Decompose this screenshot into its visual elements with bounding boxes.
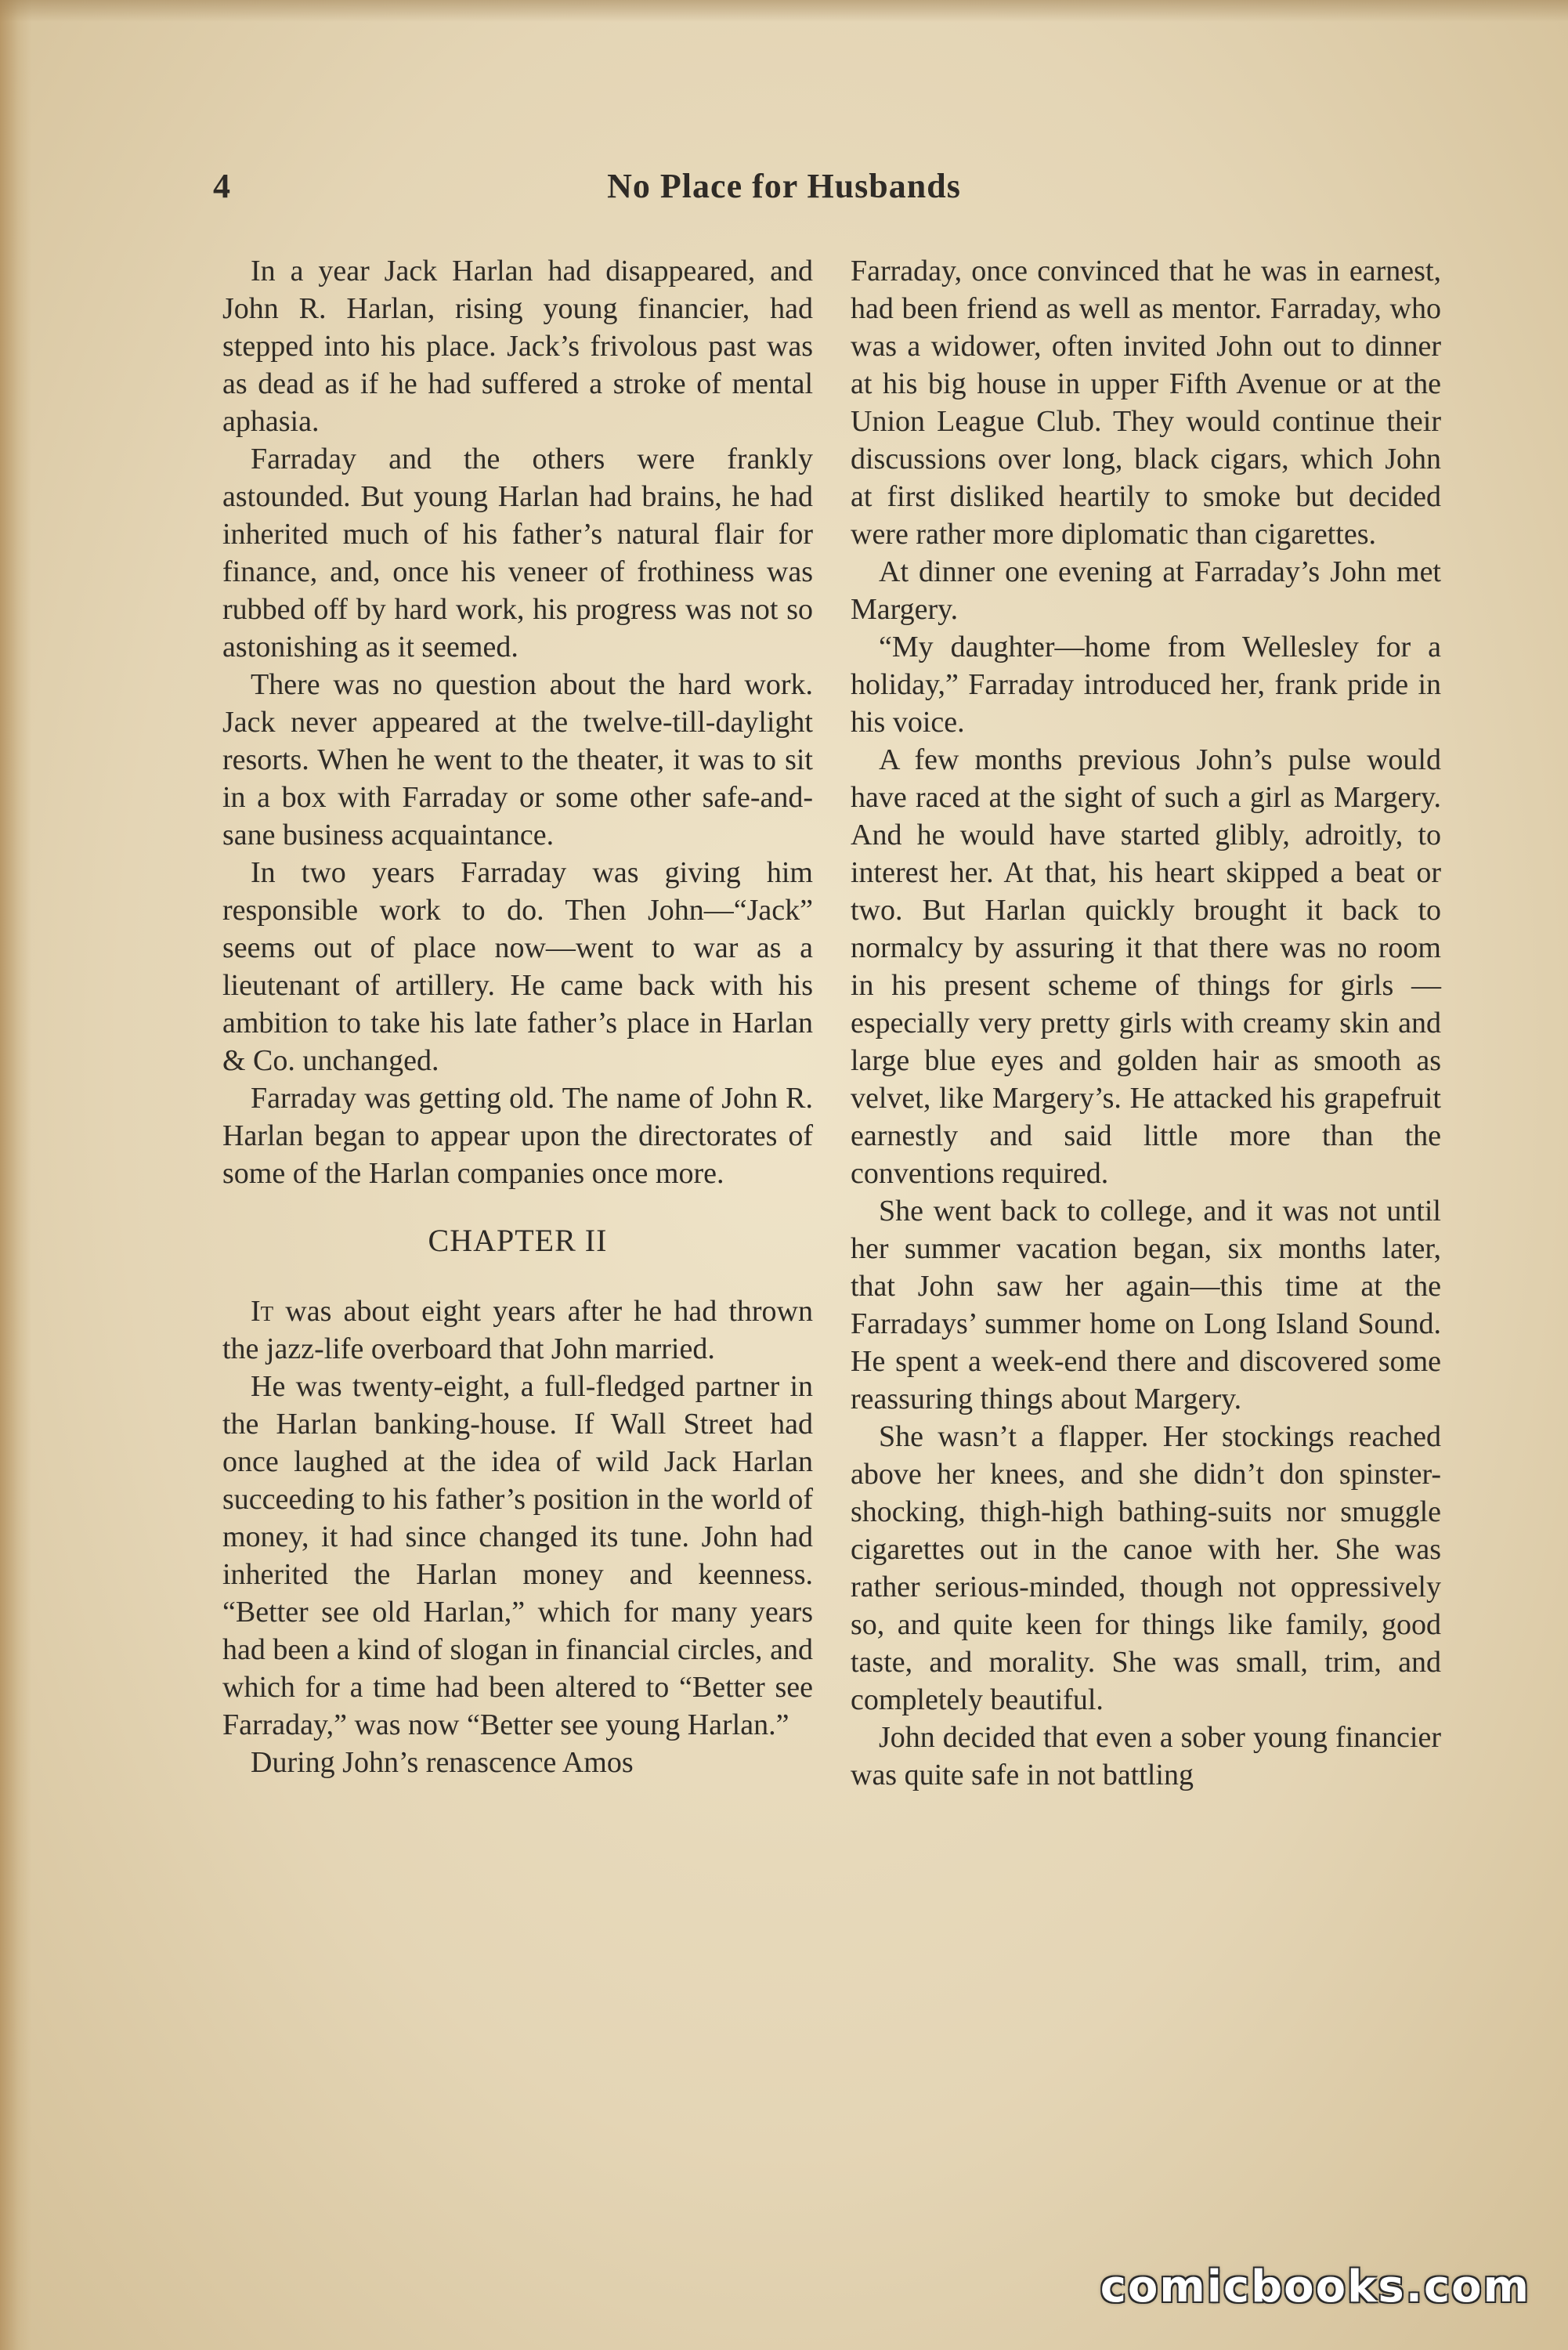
paragraph: John decided that even a sober young financier was quite safe in not battling <box>851 1721 1441 1791</box>
drop-lead-word: It <box>251 1295 274 1328</box>
page-edge-shadow <box>0 0 31 2350</box>
paragraph: Farraday was getting old. The name of John R. Harlan began to appear upon the directorates of some of the Harlan companies once more. <box>222 1082 813 1190</box>
paragraph-text: was about eight years after he had thrown the jazz-life overboard that John married. <box>222 1295 813 1365</box>
page-number: 4 <box>213 167 231 205</box>
running-head-title: No Place for Husbands <box>607 167 961 205</box>
paragraph: Farraday and the others were frankly astounded. But young Harlan had brains, he had inherited much of his father’s natural flair for finance, and, once his veneer of frothiness was rubbed off by hard work, his progress was not so astonishing as it seemed. <box>222 443 813 663</box>
page-top-shadow <box>0 0 1568 22</box>
paragraph: Farraday, once convinced that he was in earnest, had been friend as well as mentor. Farraday, who was a widower, often invited John out to dinner at his big house in upper Fifth Avenue or at the Union League Club. They would continue their discussions over long, black cigars, which John at first disliked heartily to smoke but decided were rather more diplomatic than cigarettes. <box>851 255 1441 551</box>
right-text-column <box>851 252 1441 1794</box>
paragraph: She wasn’t a flapper. Her stockings reached above her knees, and she didn’t don spinster-shocking, thigh-high bathing-suits nor smuggle cigarettes out in the canoe with her. She was rather serious-minded, though not oppressively so, and quite keen for things like family, good taste, and morality. She was small, trim, and completely beautiful. <box>851 1420 1441 1716</box>
paragraph <box>222 1292 813 1368</box>
paragraph: “My daughter—home from Wellesley for a holiday,” Farraday introduced her, frank pride in his voice. <box>851 631 1441 739</box>
paragraph: She went back to college, and it was not until her summer vacation began, six months later, that John saw her again—this time at the Farradays’ summer home on Long Island Sound. He spent a week-end there and discovered some reassuring things about Margery. <box>851 1195 1441 1415</box>
paragraph: He was twenty-eight, a full-fledged partner in the Harlan banking-house. If Wall Street had once laughed at the idea of wild Jack Harlan succeeding to his father’s position in the world of money, it had since changed its tune. John had inherited the Harlan money and keenness. “Better see old Harlan,” which for many years had been a kind of slogan in financial circles, and which for a time had been altered to “Better see Farraday,” was now “Better see young Harlan.” <box>222 1370 813 1741</box>
chapter-heading: CHAPTER II <box>428 1223 608 1258</box>
paragraph: A few months previous John’s pulse would have raced at the sight of such a girl as Margery. And he would have started glibly, adroitly, to interest her. At that, his heart skipped a beat or two. But Harlan quickly brought it back to normalcy by assuring it that there was no room in his present scheme of things for girls — especially very pretty girls with creamy skin and large blue eyes and golden hair as smooth as velvet, like Margery’s. He attacked his grapefruit earnestly and said little more than the conventions required. <box>851 743 1441 1190</box>
paragraph: In two years Farraday was giving him responsible work to do. Then John—“Jack” seems out of place now—went to war as a lieutenant of artillery. He came back with his ambition to take his late father’s place in Harlan & Co. unchanged. <box>222 856 813 1077</box>
watermark-logo: comicbooks.com <box>1100 2261 1530 2312</box>
paragraph: During John’s renascence Amos <box>251 1746 634 1779</box>
paragraph: There was no question about the hard work. Jack never appeared at the twelve-till-daylight resorts. When he went to the theater, it was to sit in a box with Farraday or some other safe-and-sane business acquaintance. <box>222 668 813 851</box>
paragraph: In a year Jack Harlan had disappeared, and John R. Harlan, rising young financier, had stepped into his place. Jack’s frivolous past was as dead as if he had suffered a stroke of mental aphasia. <box>222 255 813 438</box>
paragraph: At dinner one evening at Farraday’s John met Margery. <box>851 555 1441 626</box>
left-text-column <box>222 252 813 1781</box>
